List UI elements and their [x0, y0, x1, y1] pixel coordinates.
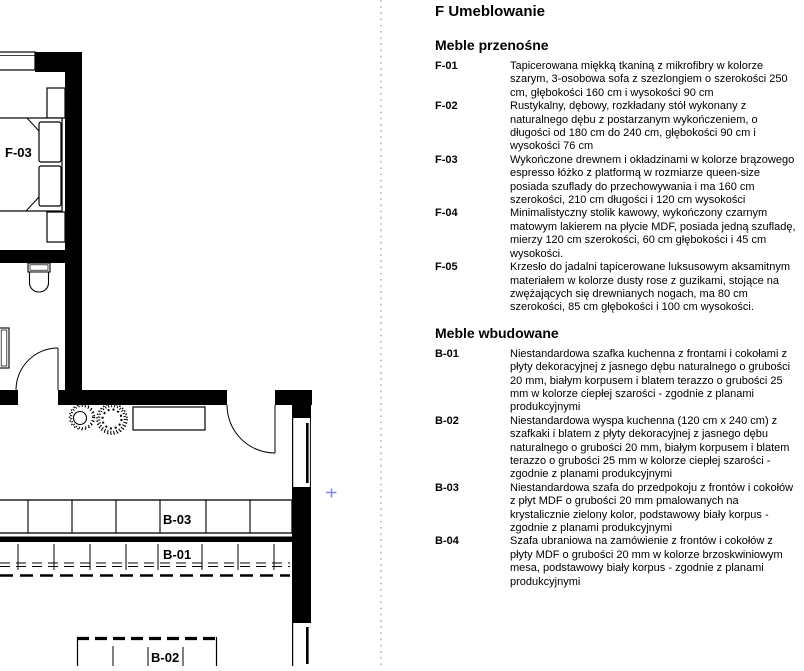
plant-icon [70, 405, 95, 430]
item-description: Niestandardowa szafka kuchenna z frontami i cokołami z płyty dekoracyjnej z jasnego dębu naturalnego o grubości 20 mm, białym korpusem i blatem terazzo o grubości 25 mm w kolorze ciepłej szarości - zgodnie z planami produkcyjnymi [510, 347, 791, 414]
cabinets-label: B-03 [163, 512, 192, 527]
sink-icon [0, 328, 9, 368]
item-code: F-03 [435, 153, 458, 166]
window-top-icon [0, 52, 35, 70]
page-title: F Umeblowanie [435, 3, 546, 20]
item-description: Szafa ubraniowa na zamówienie z frontów i cokołów z płyty MDF o grubości 20 mm w kolorze brzoskwiniowym mesa, podstawowy biały korpus - zgodnie z planami produkcyjnymi [510, 535, 783, 588]
nightstand [47, 212, 65, 242]
item-code: B-01 [435, 347, 459, 360]
nightstand [47, 88, 65, 118]
item-code: B-03 [435, 481, 459, 494]
item-description: Niestandardowa wyspa kuchenna (120 cm x 240 cm) z szafkaki i blatem z płyty dekoracyjnej z jasnego dębu naturalnego o grubości 20 mm, białym korpusem i blatem terazzo o grubości 25 mm w kolorze ciepłej szarości - zgodnie z planami produkcyjnymi [510, 414, 790, 481]
item-description: Minimalistyczny stolik kawowy, wykończony czarnym matowym lakierem na płycie MDF, posiada jedną szufladę, mierzy 120 cm szerokości, 60 cm głębokości i 45 cm wysokości. [510, 207, 796, 260]
island-b02 [77, 637, 217, 666]
item-code: F-04 [435, 207, 458, 220]
item-description: Krzesło do jadalni tapicerowane luksusowym aksamitnym materiałem w kolorze dusty rose z guzikami, stojące na zwężających się drewnianych nogach, ma 80 cm szerokości, 85 cm głębokości i 100 cm wysokości. [510, 261, 791, 314]
kitchen-cabinets-b03 [0, 500, 292, 533]
spec-item [435, 60, 797, 100]
item-code: F-05 [435, 261, 458, 274]
window-right-upper-icon [293, 418, 311, 487]
bed-f03 [0, 118, 62, 211]
entry-door-swing [227, 405, 275, 453]
spec-item [435, 415, 797, 482]
window-right-lower-icon [293, 623, 309, 666]
bathroom-door-swing [16, 348, 58, 390]
spec-item [435, 482, 797, 536]
item-code: B-02 [435, 414, 459, 427]
spec-item [435, 261, 797, 315]
bathroom [0, 263, 58, 390]
item-description: Wykończone drewnem i okładzinami w kolorze brązowego espresso łóżko z platformą w rozmiarze queen-size posiada szuflady do przechowywania i ma 160 cm szerokości, 210 cm długości i 120 cm wysokości [510, 153, 795, 207]
floor-plan-drawing [0, 0, 390, 666]
spec-item [435, 154, 797, 208]
console-cabinet [133, 407, 205, 430]
specification-panel [435, 3, 797, 589]
counter-b01 [0, 544, 290, 576]
plants [70, 404, 128, 434]
plant-icon [97, 404, 127, 434]
bed-label: F-03 [5, 145, 32, 160]
item-description: Tapicerowana miękką tkaniną z mikrofibry w kolorze szarym, 3-osobowa sofa z szezlongiem o szerokości 250 cm, głębokości 160 cm i wysokości 90 cm [510, 60, 788, 99]
item-code: F-01 [435, 60, 458, 72]
section-heading-movable: Meble przenośne [435, 37, 549, 53]
reference-cross-icon [326, 489, 337, 498]
kitchen-wall-line [0, 537, 292, 543]
item-description: Niestandardowa szafa do przedpokoju z frontów i cokołów z płyt MDF o grubości 20 mm pmalowanych na krystalicznie zielony kolor, podstawowy biały korpus - zgodnie z planami produkcyjnymi [510, 481, 794, 534]
item-description: Rustykalny, dębowy, rozkładany stół wykonany z naturalnego dębu z postarzanym wykończeniem, o długości od 180 cm do 240 cm, głębokości 90 cm i wysokości 76 cm [510, 100, 758, 153]
toilet-icon [28, 263, 50, 292]
spec-item [435, 535, 797, 589]
spec-item [435, 207, 797, 261]
item-code: F-02 [435, 100, 458, 113]
section-heading-builtin: Meble wbudowane [435, 324, 559, 341]
floor-plan [0, 0, 390, 666]
bedroom [0, 88, 65, 242]
spec-item [435, 100, 797, 154]
item-code: B-04 [435, 535, 459, 548]
island-label: B-02 [151, 650, 180, 665]
counter-label: B-01 [163, 547, 192, 562]
spec-item [435, 348, 797, 415]
